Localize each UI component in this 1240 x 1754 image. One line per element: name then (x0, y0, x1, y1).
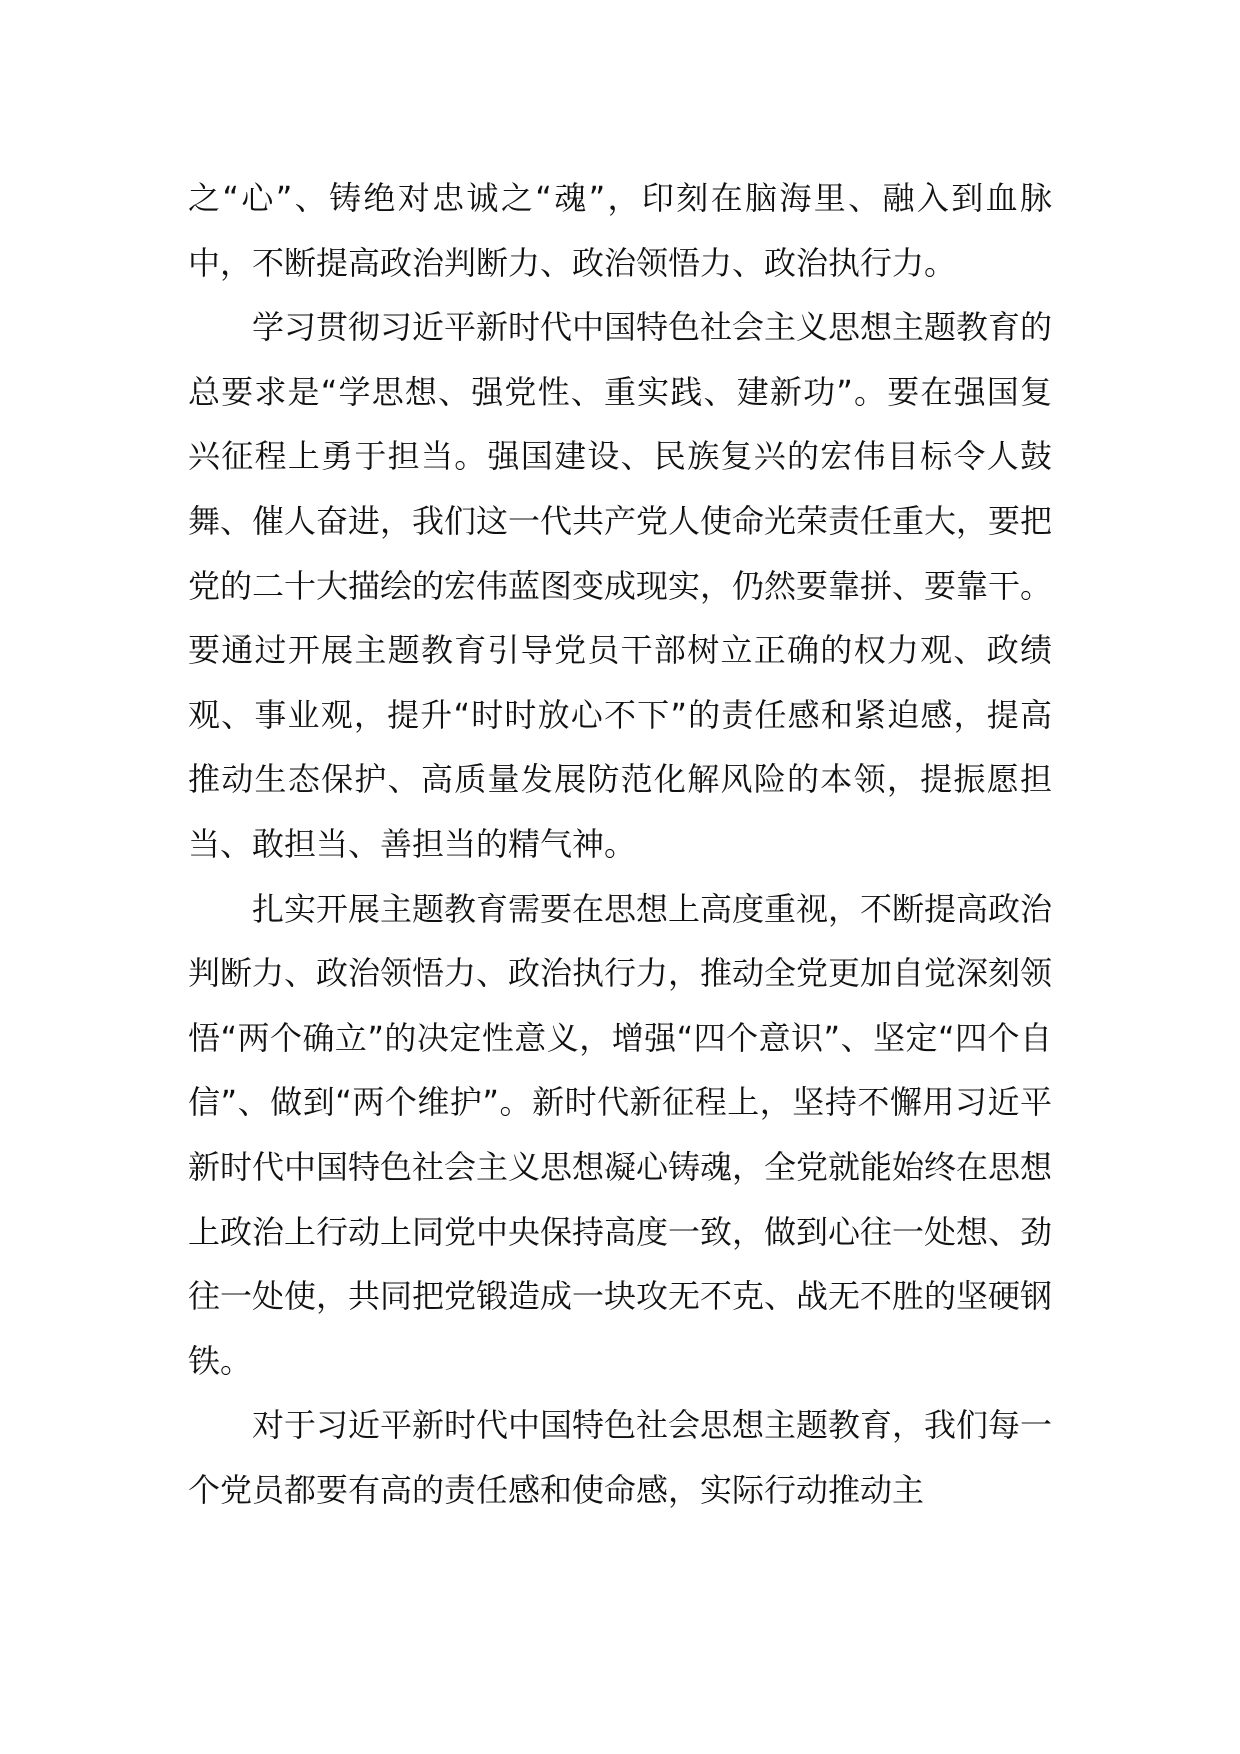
document-page (188, 166, 1052, 1522)
paragraph-4: 对于习近平新时代中国特色社会思想主题教育，我们每一个党员都要有高的责任感和使命感，实际行动推动主 (188, 1406, 1053, 1509)
paragraph-1: 之“心”、铸绝对忠诚之“魂”，印刻在脑海里、融入到血脉中，不断提高政治判断力、政治领悟力、政治执行力。 (188, 179, 1052, 282)
paragraph-2: 学习贯彻习近平新时代中国特色社会主义思想主题教育的总要求是“学思想、强党性、重实践、建新功”。要在强国复兴征程上勇于担当。强国建设、民族复兴的宏伟目标令人鼓舞、催人奋进，我们这一代共产党人使命光荣责任重大，要把党的二十大描绘的宏伟蓝图变成现实，仍然要靠拼、要靠干。要通过开展主题教育引导党员干部树立正确的权力观、政绩观、事业观，提升“时时放心不下”的责任感和紧迫感，提高推动生态保护、高质量发展防范化解风险的本领，提振愿担当、敢担当、善担当的精气神。 (188, 308, 1053, 863)
paragraph-3: 扎实开展主题教育需要在思想上高度重视，不断提高政治判断力、政治领悟力、政治执行力，推动全党更加自觉深刻领悟“两个确立”的决定性意义，增强“四个意识”、坚定“四个自信”、做到“两个维护”。新时代新征程上，坚持不懈用习近平新时代中国特色社会主义思想凝心铸魂，全党就能始终在思想上政治上行动上同党中央保持高度一致，做到心往一处想、劲往一处使，共同把党锻造成一块攻无不克、战无不胜的坚硬钢铁。 (188, 889, 1053, 1380)
